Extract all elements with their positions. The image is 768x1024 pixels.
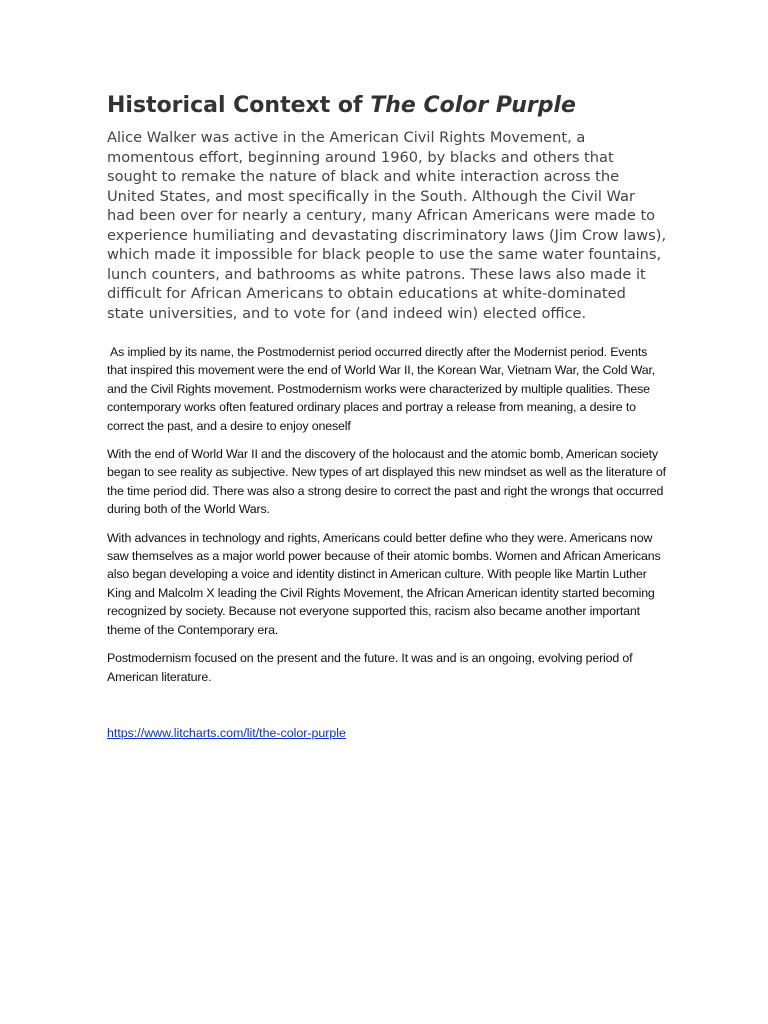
paragraph-advances-in-technology: With advances in technology and rights, Americans could better define who they were. Americans now saw themselves as a major world power because of their atomic bombs. Women and African Americans also began developing a voice and identity distinct in American culture. With people like Martin Luther King and Malcolm X leading the Civil Rights Movement, the African American identity started becoming recognized by society. Because not everyone supported this, racism also became another important theme of the Contemporary era. bbox=[107, 530, 661, 637]
source-link[interactable]: https://www.litcharts.com/lit/the-color-purple bbox=[107, 725, 346, 740]
document-page bbox=[107, 92, 667, 742]
document-title bbox=[107, 92, 667, 120]
title-book-name: The Color Purple bbox=[370, 93, 576, 118]
source-link-container bbox=[107, 724, 667, 742]
title-prefix: Historical Context of bbox=[107, 93, 371, 118]
paragraph-present-and-future: Postmodernism focused on the present and the future. It was and is an ongoing, evolving period of American literature. bbox=[107, 651, 633, 684]
paragraph-postmodernist-period: As implied by its name, the Postmodernist period occurred directly after the Modernist period. Events that inspired this movement were the end of World War II, the Korean War, Vietnam War, the Cold War, and the Civil Rights movement. Postmodernism works were characterized by multiple qualities. These contemporary works often featured ordinary places and portray a release from meaning, a desire to correct the past, and a desire to enjoy oneself bbox=[107, 345, 656, 433]
intro-paragraph: Alice Walker was active in the American Civil Rights Movement, a momentous effort, beginning around 1960, by blacks and others that sought to remake the nature of black and white interaction across the United States, and most specifically in the South. Although the Civil War had been over for nearly a century, many African Americans were made to experience humiliating and devastating discriminatory laws (Jim Crow laws), which made it impossible for black people to use the same water fountains, lunch counters, and bathrooms as white patrons. These laws also made it difficult for African Americans to obtain educations at white-dominated state universities, and to vote for (and indeed win) elected office. bbox=[107, 129, 667, 322]
paragraph-world-war-ii: With the end of World War II and the discovery of the holocaust and the atomic bomb, American society began to see reality as subjective. New types of art displayed this new mindset as well as the literature of the time period did. There was also a strong desire to correct the past and right the wrongs that occurred during both of the World Wars. bbox=[107, 447, 666, 517]
